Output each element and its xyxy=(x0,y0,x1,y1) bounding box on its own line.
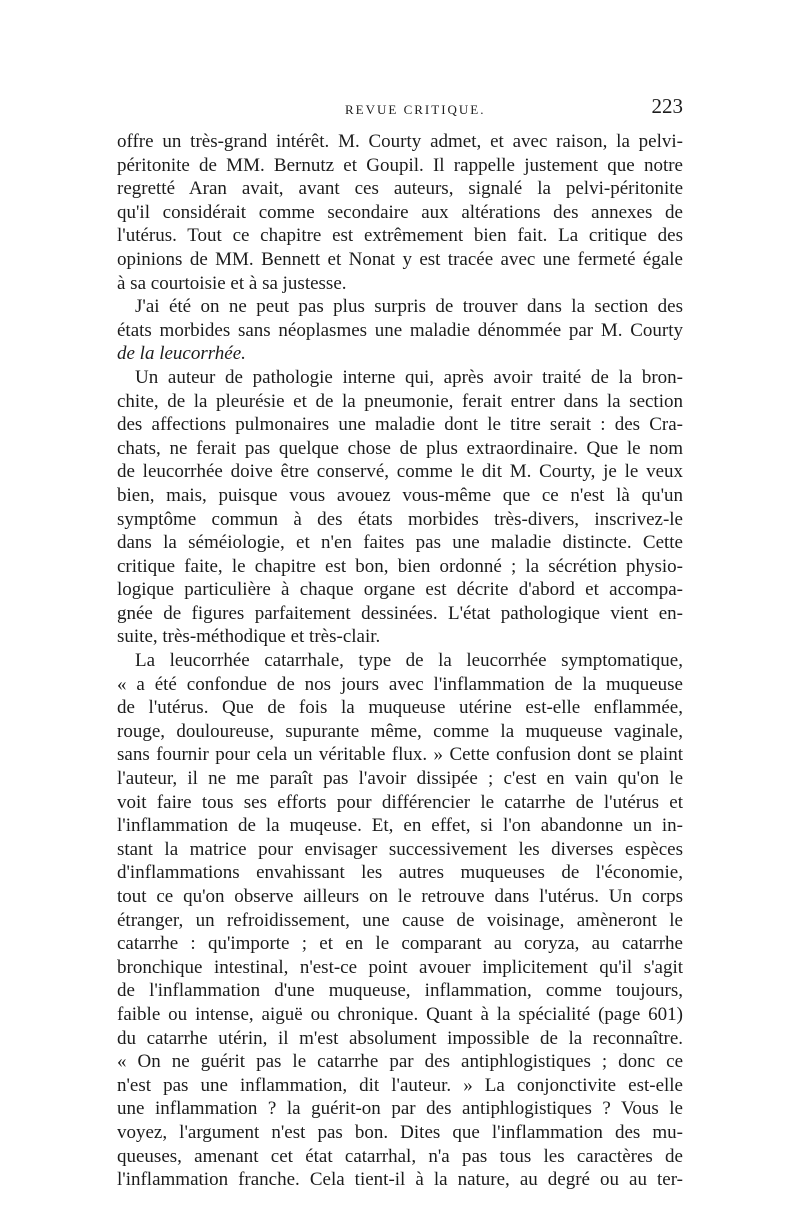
text-line: qu'il considérait comme secondaire aux altérations des annexes de xyxy=(117,201,683,223)
text-line: l'utérus. Tout ce chapitre est extrêmement bien fait. La critique des xyxy=(117,225,683,247)
text-line: états morbides sans néoplasmes une maladie dénommée par M. Courty xyxy=(117,319,683,341)
text-line: chats, ne ferait pas quelque chose de plus extraordinaire. Que le nom xyxy=(117,437,683,459)
text-line: bien, mais, puisque vous avouez vous-même que ce n'est là qu'un xyxy=(117,484,683,506)
text-line: Un auteur de pathologie interne qui, après avoir traité de la bron- xyxy=(135,366,683,388)
text-line: péritonite de MM. Bernutz et Goupil. Il rappelle justement que notre xyxy=(117,154,683,176)
text-line: sans fournir pour cela un véritable flux. » Cette confusion dont se plaint xyxy=(117,744,683,766)
text-line: « On ne guérit pas le catarrhe par des antiphlogistiques ; donc ce xyxy=(117,1051,683,1073)
text-line: « a été confondue de nos jours avec l'inflammation de la muqueuse xyxy=(117,673,683,695)
text-line: de l'utérus. Que de fois la muqueuse utérine est-elle enflammée, xyxy=(117,697,683,719)
text-line: une inflammation ? la guérit-on par des antiphlogistiques ? Vous le xyxy=(117,1098,683,1120)
text-line: tout ce qu'on observe ailleurs on le retrouve dans l'utérus. Un corps xyxy=(117,886,683,907)
text-line: logique particulière à chaque organe est décrite d'abord et accompa- xyxy=(117,579,683,601)
text-line: J'ai été on ne peut pas plus surpris de trouver dans la section des xyxy=(135,296,683,318)
text-line: queuses, amenant cet état catarrhal, n'a pas tous les caractères de xyxy=(117,1145,683,1167)
text-line: l'inflammation franche. Cela tient-il à la nature, au degré ou au ter- xyxy=(117,1169,683,1191)
text-line: critique faite, le chapitre est bon, bien ordonné ; la sécrétion physio- xyxy=(117,555,683,577)
text-line: suite, très-méthodique et très-clair. xyxy=(117,626,381,648)
text-line: chite, de la pleurésie et de la pneumonie, ferait entrer dans la section xyxy=(117,390,683,412)
text-line: n'est pas une inflammation, dit l'auteur. » La conjonctivite est-elle xyxy=(117,1074,683,1096)
text-line: voit faire tous ses efforts pour différencier le catarrhe de l'utérus et xyxy=(117,791,683,813)
text-line: stant la matrice pour envisager successivement les diverses espèces xyxy=(117,838,683,860)
text-line: à sa courtoisie et à sa justesse. xyxy=(117,272,347,294)
text-line: regretté Aran avait, avant ces auteurs, signalé la pelvi-péritonite xyxy=(117,178,683,200)
text-line: La leucorrhée catarrhale, type de la leucorrhée symptomatique, xyxy=(135,650,683,672)
text-line: l'inflammation de la muqeuse. Et, en effet, si l'on abandonne un in- xyxy=(117,815,683,837)
text-line: dans la séméiologie, et n'en faites pas une maladie distincte. Cette xyxy=(117,532,683,554)
running-title: REVUE CRITIQUE. xyxy=(345,102,486,117)
text-line: d'inflammations envahissant les autres muqueuses de l'économie, xyxy=(117,862,683,884)
text-line: étranger, un refroidissement, une cause de voisinage, amèneront le xyxy=(117,909,683,931)
text-line: de la leucorrhée. xyxy=(117,343,246,365)
text-line: symptôme commun à des états morbides très-divers, inscrivez-le xyxy=(117,508,683,530)
text-line: offre un très-grand intérêt. M. Courty admet, et avec raison, la pelvi- xyxy=(117,131,683,152)
text-line: catarrhe : qu'importe ; et en le comparant au coryza, au catarrhe xyxy=(117,933,683,955)
text-line: l'auteur, il ne me paraît pas l'avoir dissipée ; c'est en vain qu'on le xyxy=(117,768,683,790)
text-line: gnée de figures parfaitement dessinées. L'état pathologique vient en- xyxy=(117,602,683,624)
text-line: opinions de MM. Bennett et Nonat y est tracée avec une fermeté égale xyxy=(117,248,683,270)
text-line: voyez, l'argument n'est pas bon. Dites que l'inflammation des mu- xyxy=(117,1121,683,1143)
page-header xyxy=(117,94,683,124)
text-line: rouge, douloureuse, supurante même, comme la muqueuse vaginale, xyxy=(117,720,683,742)
page-number: 223 xyxy=(651,94,683,118)
text-line: faible ou intense, aiguë ou chronique. Quant à la spécialité (page 601) xyxy=(117,1003,683,1025)
text-line: de l'inflammation d'une muqueuse, inflammation, comme toujours, xyxy=(117,980,683,1002)
text-line: du catarrhe utérin, il m'est absolument impossible de la reconnaître. xyxy=(117,1027,683,1049)
text-line: de leucorrhée doive être conservé, comme le dit M. Courty, je le veux xyxy=(117,461,683,483)
text-line: bronchique intestinal, n'est-ce point avouer implicitement qu'il s'agit xyxy=(117,956,683,978)
text-line: des affections pulmonaires une maladie dont le titre serait : des Cra- xyxy=(117,414,683,436)
body-text xyxy=(117,130,683,1192)
